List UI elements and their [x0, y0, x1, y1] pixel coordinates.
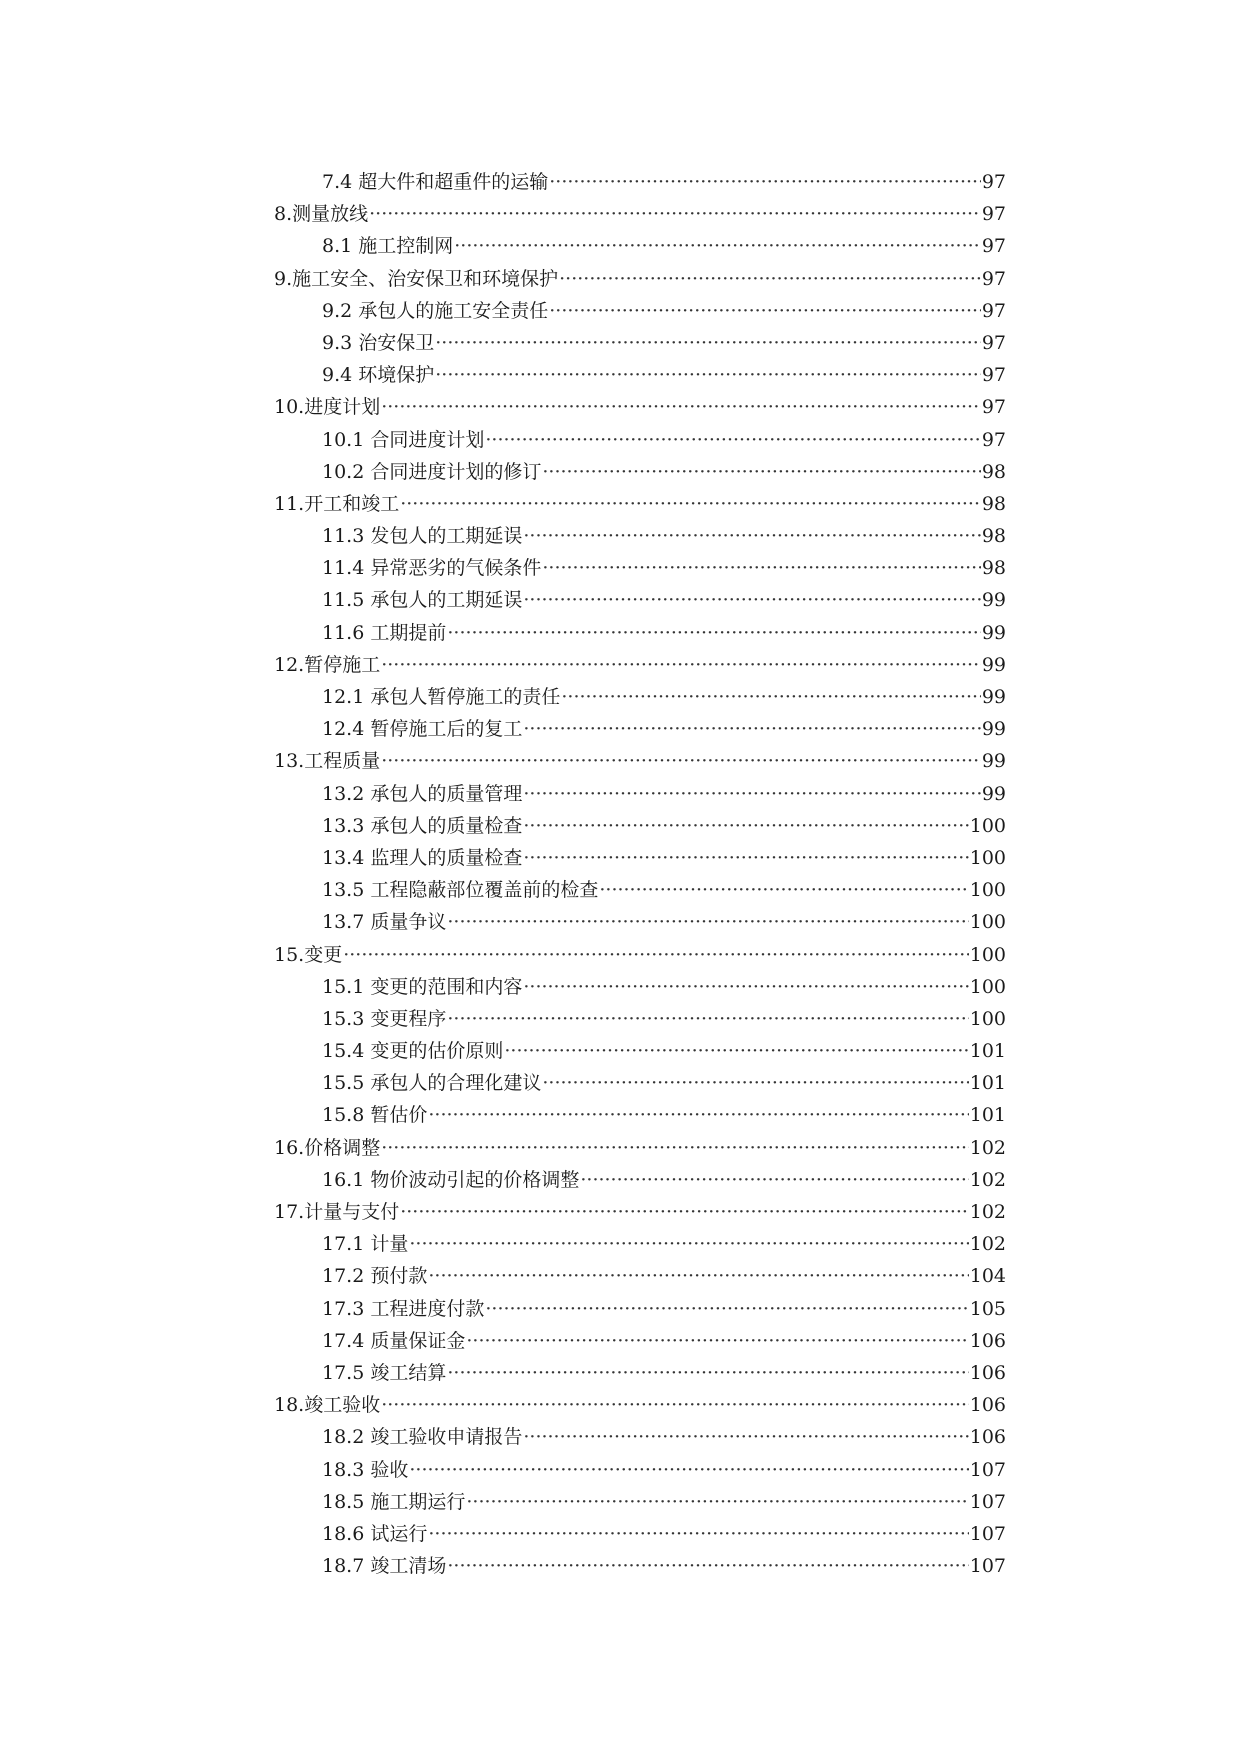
- toc-page-number: 99: [981, 589, 1006, 612]
- toc-subsection-entry[interactable]: [274, 584, 1006, 616]
- toc-subsection-entry[interactable]: [274, 327, 1006, 359]
- toc-subsection-entry[interactable]: [274, 1164, 1006, 1196]
- dot-leader: [466, 1325, 968, 1357]
- dot-leader: [485, 424, 980, 456]
- toc-entry-title: 15.5 承包人的合理化建议: [322, 1072, 542, 1095]
- dot-leader: [409, 1454, 968, 1486]
- toc-section-entry[interactable]: [274, 1132, 1006, 1164]
- toc-entry-title: 9.施工安全、治安保卫和环境保护: [274, 267, 559, 290]
- toc-entry-title: 11.5 承包人的工期延误: [322, 589, 523, 612]
- dot-leader: [381, 1389, 969, 1421]
- toc-page-number: 100: [969, 943, 1006, 966]
- toc-page-number: 97: [981, 171, 1006, 193]
- toc-page-number: 98: [981, 525, 1006, 548]
- toc-subsection-entry[interactable]: [274, 906, 1006, 938]
- toc-entry-title: 15.3 变更程序: [322, 1007, 447, 1030]
- dot-leader: [523, 584, 980, 616]
- toc-entry-title: 17.3 工程进度付款: [322, 1297, 485, 1320]
- toc-page-number: 101: [969, 1104, 1006, 1127]
- dot-leader: [400, 1196, 969, 1228]
- toc-entry-title: 10.1 合同进度计划: [322, 428, 485, 451]
- toc-page-number: 100: [969, 1007, 1006, 1030]
- toc-page-number: 97: [981, 396, 1006, 419]
- dot-leader: [523, 810, 968, 842]
- toc-page-number: 107: [969, 1522, 1006, 1545]
- dot-leader: [454, 230, 981, 262]
- dot-leader: [428, 1260, 968, 1292]
- toc-subsection-entry[interactable]: [274, 1550, 1006, 1582]
- toc-entry-title: 13.4 监理人的质量检查: [322, 846, 523, 869]
- dot-leader: [485, 1293, 968, 1325]
- toc-page-number: 100: [969, 879, 1006, 902]
- dot-leader: [428, 1099, 968, 1131]
- toc-entry-title: 18.5 施工期运行: [322, 1490, 466, 1513]
- toc-entry-title: 15.1 变更的范围和内容: [322, 975, 523, 998]
- toc-subsection-entry[interactable]: [274, 1099, 1006, 1131]
- toc-page-number: 101: [969, 1072, 1006, 1095]
- dot-leader: [549, 166, 981, 198]
- toc-entry-title: 8.测量放线: [274, 203, 369, 226]
- dot-leader: [381, 391, 981, 423]
- toc-page-number: 100: [969, 975, 1006, 998]
- toc-subsection-entry[interactable]: [274, 1454, 1006, 1486]
- toc-page-number: 106: [969, 1394, 1006, 1417]
- dot-leader: [523, 713, 980, 745]
- toc-page-number: 102: [969, 1168, 1006, 1191]
- toc-subsection-entry[interactable]: [274, 230, 1006, 262]
- dot-leader: [343, 939, 969, 971]
- toc-page-number: 106: [969, 1329, 1006, 1352]
- toc-entry-title: 15.变更: [274, 943, 343, 966]
- toc-entry-title: 17.1 计量: [322, 1233, 409, 1256]
- toc-subsection-entry[interactable]: [274, 1228, 1006, 1260]
- toc-page-number: 99: [981, 718, 1006, 741]
- toc-subsection-entry[interactable]: [274, 1325, 1006, 1357]
- dot-leader: [542, 552, 980, 584]
- toc-page-number: 105: [969, 1297, 1006, 1320]
- dot-leader: [435, 327, 981, 359]
- toc-section-entry[interactable]: [274, 939, 1006, 971]
- dot-leader: [504, 1035, 968, 1067]
- toc-subsection-entry[interactable]: [274, 359, 1006, 391]
- toc-subsection-entry[interactable]: [274, 552, 1006, 584]
- toc-entry-title: 11.4 异常恶劣的气候条件: [322, 557, 542, 580]
- toc-subsection-entry[interactable]: [274, 295, 1006, 327]
- toc-entry-title: 10.进度计划: [274, 396, 381, 419]
- toc-subsection-entry[interactable]: [274, 1260, 1006, 1292]
- toc-section-entry[interactable]: [274, 1389, 1006, 1421]
- dot-leader: [523, 971, 968, 1003]
- table-of-contents: [274, 166, 1006, 1582]
- toc-entry-title: 11.3 发包人的工期延误: [322, 525, 523, 548]
- dot-leader: [559, 263, 981, 295]
- toc-page-number: 98: [981, 557, 1006, 580]
- toc-subsection-entry[interactable]: [274, 1293, 1006, 1325]
- toc-page-number: 107: [969, 1555, 1006, 1578]
- dot-leader: [599, 874, 968, 906]
- toc-page-number: 97: [981, 428, 1006, 451]
- toc-page-number: 97: [981, 235, 1006, 258]
- dot-leader: [381, 1132, 969, 1164]
- toc-page-number: 97: [981, 364, 1006, 387]
- toc-entry-title: 12.4 暂停施工后的复工: [322, 718, 523, 741]
- dot-leader: [381, 649, 981, 681]
- toc-entry-title: 12.1 承包人暂停施工的责任: [322, 686, 561, 708]
- toc-page-number: 97: [981, 203, 1006, 226]
- toc-entry-title: 18.7 竣工清场: [322, 1555, 447, 1578]
- toc-subsection-entry[interactable]: [274, 1003, 1006, 1035]
- toc-subsection-entry[interactable]: [274, 971, 1006, 1003]
- toc-entry-title: 16.1 物价波动引起的价格调整: [322, 1168, 580, 1191]
- toc-section-entry[interactable]: [274, 263, 1006, 295]
- dot-leader: [523, 842, 968, 874]
- toc-subsection-entry[interactable]: [274, 713, 1006, 745]
- toc-page-number: 107: [969, 1490, 1006, 1513]
- dot-leader: [561, 681, 980, 713]
- dot-leader: [381, 745, 981, 777]
- toc-page-number: 99: [981, 621, 1006, 644]
- toc-subsection-entry[interactable]: [274, 778, 1006, 810]
- toc-subsection-entry[interactable]: [274, 842, 1006, 874]
- toc-page-number: 100: [969, 846, 1006, 869]
- toc-page-number: 99: [981, 686, 1006, 708]
- toc-entry-title: 9.2 承包人的施工安全责任: [322, 299, 549, 322]
- toc-entry-title: 13.5 工程隐蔽部位覆盖前的检查: [322, 879, 599, 902]
- toc-entry-title: 9.4 环境保护: [322, 364, 435, 387]
- toc-subsection-entry[interactable]: [274, 1518, 1006, 1550]
- toc-subsection-entry[interactable]: [274, 874, 1006, 906]
- toc-subsection-entry[interactable]: [274, 1067, 1006, 1099]
- dot-leader: [466, 1486, 968, 1518]
- toc-page-number: 102: [969, 1233, 1006, 1256]
- dot-leader: [400, 488, 981, 520]
- toc-section-entry[interactable]: [274, 1196, 1006, 1228]
- toc-page-number: 100: [969, 814, 1006, 837]
- toc-page-number: 99: [981, 653, 1006, 676]
- toc-page-number: 97: [981, 267, 1006, 290]
- toc-entry-title: 17.4 质量保证金: [322, 1329, 466, 1352]
- toc-entry-title: 15.8 暂估价: [322, 1104, 428, 1127]
- toc-subsection-entry[interactable]: [274, 617, 1006, 649]
- dot-leader: [523, 520, 980, 552]
- toc-entry-title: 13.2 承包人的质量管理: [322, 782, 523, 805]
- dot-leader: [542, 1067, 968, 1099]
- toc-page-number: 102: [969, 1136, 1006, 1159]
- toc-section-entry[interactable]: [274, 745, 1006, 777]
- toc-section-entry[interactable]: [274, 649, 1006, 681]
- toc-entry-title: 18.竣工验收: [274, 1394, 381, 1417]
- dot-leader: [435, 359, 981, 391]
- toc-page-number: 97: [981, 331, 1006, 354]
- toc-page-number: 98: [981, 460, 1006, 483]
- toc-page-number: 106: [969, 1426, 1006, 1449]
- dot-leader: [447, 906, 968, 938]
- toc-page-number: 98: [981, 492, 1006, 515]
- toc-entry-title: 18.6 试运行: [322, 1522, 428, 1545]
- toc-subsection-entry[interactable]: [274, 681, 1006, 713]
- toc-page-number: 104: [969, 1265, 1006, 1288]
- toc-page-number: 97: [981, 299, 1006, 322]
- toc-section-entry[interactable]: [274, 391, 1006, 423]
- toc-section-entry[interactable]: [274, 198, 1006, 230]
- toc-page-number: 100: [969, 911, 1006, 934]
- toc-subsection-entry[interactable]: [274, 810, 1006, 842]
- toc-entry-title: 17.计量与支付: [274, 1201, 400, 1223]
- dot-leader: [447, 1003, 968, 1035]
- dot-leader: [523, 778, 980, 810]
- toc-entry-title: 11.6 工期提前: [322, 621, 447, 644]
- toc-subsection-entry[interactable]: [274, 1035, 1006, 1067]
- toc-entry-title: 13.7 质量争议: [322, 911, 447, 934]
- dot-leader: [409, 1228, 968, 1260]
- toc-entry-title: 18.2 竣工验收申请报告: [322, 1426, 523, 1449]
- dot-leader: [542, 456, 980, 488]
- toc-subsection-entry[interactable]: [274, 1421, 1006, 1453]
- dot-leader: [523, 1421, 968, 1453]
- dot-leader: [447, 617, 980, 649]
- dot-leader: [428, 1518, 968, 1550]
- toc-entry-title: 16.价格调整: [274, 1136, 381, 1159]
- toc-entry-title: 10.2 合同进度计划的修订: [322, 460, 542, 483]
- toc-section-entry[interactable]: [274, 488, 1006, 520]
- dot-leader: [549, 295, 981, 327]
- toc-page-number: 107: [969, 1458, 1006, 1481]
- toc-page-number: 101: [969, 1040, 1006, 1063]
- toc-entry-title: 18.3 验收: [322, 1458, 409, 1481]
- toc-subsection-entry[interactable]: [274, 456, 1006, 488]
- toc-subsection-entry[interactable]: [274, 166, 1006, 198]
- toc-subsection-entry[interactable]: [274, 1357, 1006, 1389]
- toc-entry-title: 17.2 预付款: [322, 1265, 428, 1288]
- toc-entry-title: 7.4 超大件和超重件的运输: [322, 171, 549, 193]
- toc-subsection-entry[interactable]: [274, 424, 1006, 456]
- toc-entry-title: 13.3 承包人的质量检查: [322, 814, 523, 837]
- toc-entry-title: 17.5 竣工结算: [322, 1361, 447, 1384]
- toc-subsection-entry[interactable]: [274, 520, 1006, 552]
- dot-leader: [447, 1357, 968, 1389]
- dot-leader: [447, 1550, 968, 1582]
- toc-entry-title: 9.3 治安保卫: [322, 331, 435, 354]
- toc-entry-title: 11.开工和竣工: [274, 492, 400, 515]
- toc-entry-title: 13.工程质量: [274, 750, 381, 773]
- toc-page-number: 99: [981, 782, 1006, 805]
- toc-subsection-entry[interactable]: [274, 1486, 1006, 1518]
- toc-page-number: 102: [969, 1201, 1006, 1223]
- toc-entry-title: 15.4 变更的估价原则: [322, 1040, 504, 1063]
- dot-leader: [580, 1164, 968, 1196]
- dot-leader: [369, 198, 981, 230]
- toc-page-number: 99: [981, 750, 1006, 773]
- toc-entry-title: 8.1 施工控制网: [322, 235, 454, 258]
- toc-entry-title: 12.暂停施工: [274, 653, 381, 676]
- toc-page-number: 106: [969, 1361, 1006, 1384]
